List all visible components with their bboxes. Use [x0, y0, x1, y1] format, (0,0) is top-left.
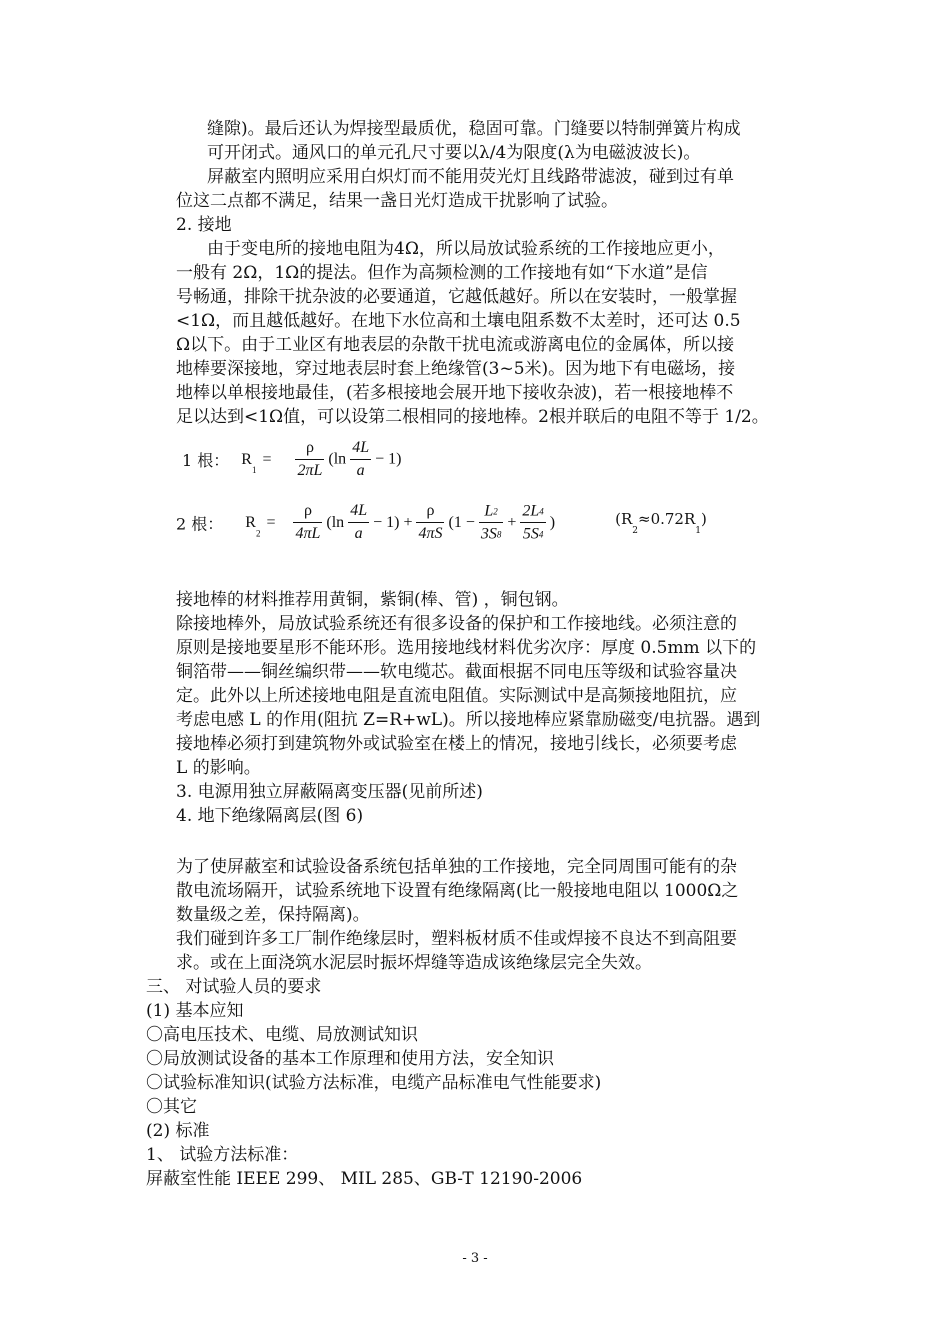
formula-label: 2 根： — [176, 514, 224, 534]
text-line: 定。此外以上所述接地电阻是直流电阻值。实际测试中是高频接地阻抗，应 — [176, 686, 737, 706]
paren-open: (1 − — [448, 513, 475, 531]
text-line: 接地棒的材料推荐用黄铜，紫铜(棒、管) ，铜包钢。 — [176, 590, 569, 610]
formula-lhs: R — [245, 513, 256, 531]
fraction-denominator: 2πL — [297, 462, 323, 479]
list-item: 〇局放测试设备的基本工作原理和使用方法，安全知识 — [146, 1049, 554, 1069]
fraction — [416, 500, 444, 545]
text-line: 除接地棒外，局放试验系统还有很多设备的保护和工作接地线。必须注意的 — [176, 614, 737, 634]
text-line: 求。或在上面浇筑水泥层时振坏焊缝等造成该绝缘层完全失效。 — [176, 953, 652, 973]
fraction-numerator: ρ — [416, 500, 444, 523]
plus-sign: + — [507, 513, 517, 531]
fraction-denominator: 4πS — [418, 525, 443, 543]
fraction — [350, 437, 371, 482]
text-line: 接地棒必须打到建筑物外或试验室在楼上的情况，接地引线长，必须要考虑 — [176, 734, 737, 754]
fraction-denominator: 3S8 — [480, 525, 502, 543]
ln-open: (ln — [326, 513, 345, 531]
subsection-heading: (2) 标准 — [146, 1121, 210, 1141]
formula-eq: = — [266, 513, 276, 531]
text-line: 地棒以单根接地最佳，(若多根接地会展开地下接收杂波)，若一根接地棒不 — [176, 383, 734, 403]
text-line: Ω以下。由于工业区有地表层的杂散干扰电流或游离电位的金属体，所以接 — [176, 335, 735, 355]
list-item: 〇其它 — [146, 1097, 197, 1117]
fraction-numerator: L2 — [479, 500, 504, 523]
text-line: 可开闭式。通风口的单元孔尺寸要以λ/4为限度(λ为电磁波波长)。 — [207, 143, 701, 163]
formula-mid: − 1) + — [373, 513, 413, 531]
fraction-numerator: 4L — [348, 500, 369, 523]
text-line: L 的影响。 — [176, 758, 261, 778]
formula-two-rods — [176, 500, 707, 546]
formula-tail: − 1) — [375, 450, 402, 468]
section-heading: 2. 接地 — [176, 215, 232, 235]
approx-relation: $(R_2\approx 0.72R_1)$ — [615, 510, 707, 537]
text-line: 为了使屏蔽室和试验设备系统包括单独的工作接地，完全同周围可能有的杂 — [176, 857, 737, 877]
text-line: <1Ω，而且越低越好。在地下水位高和土壤电阻系数不太差时，还可达 0.5 — [176, 311, 741, 331]
list-item: 〇试验标准知识(试验方法标准，电缆产品标准电气性能要求) — [146, 1073, 602, 1093]
text-line: 位这二点都不满足，结果一盏日光灯造成干扰影响了试验。 — [176, 191, 618, 211]
text-line: 考虑电感 L 的作用(阻抗 Z=R+wL)。所以接地棒应紧靠励磁变/电抗器。遇到 — [176, 710, 761, 730]
fraction-denominator: a — [356, 462, 365, 479]
fraction-numerator: ρ — [293, 500, 322, 523]
ln-open: (ln — [328, 450, 347, 468]
section-heading: 3. 电源用独立屏蔽隔离变压器(见前所述) — [176, 782, 483, 802]
text-line: 散电流场隔开，试验系统地下设置有绝缘隔离(比一般接地电阻以 1000Ω之 — [176, 881, 739, 901]
page-number: - 3 - — [462, 1251, 488, 1266]
fraction-denominator: a — [354, 525, 363, 543]
text-line: 缝隙)。最后还认为焊接型最质优，稳固可靠。门缝要以特制弹簧片构成 — [207, 119, 741, 139]
list-item: 〇高电压技术、电缆、局放测试知识 — [146, 1025, 418, 1045]
formula-lhs-sub: 1 — [251, 465, 257, 476]
text-line: 铜箔带——铜丝编织带——软电缆芯。截面根据不同电压等级和试验容量决 — [176, 662, 737, 682]
text-line: 号畅通，排除干扰杂波的必要通道，它越低越好。所以在安装时，一般掌握 — [176, 287, 737, 307]
fraction-denominator: 4πL — [295, 525, 321, 543]
fraction — [295, 437, 324, 482]
formula-label: 1 根： — [182, 451, 230, 470]
paren-close: ) — [549, 513, 556, 531]
text-line: 我们碰到许多工厂制作绝缘层时，塑料板材质不佳或焊接不良达不到高阻要 — [176, 929, 737, 949]
section-heading: 4. 地下绝缘隔离层(图 6) — [176, 806, 364, 826]
fraction — [520, 500, 545, 546]
formula-one-rod — [182, 437, 401, 482]
fraction-numerator: ρ — [295, 437, 324, 460]
fraction-denominator: 5S4 — [522, 525, 544, 543]
fraction — [293, 500, 322, 545]
text-line: 数量级之差，保持隔离)。 — [176, 905, 370, 925]
formula-lhs: R — [241, 450, 252, 468]
formula-lhs-sub: 2 — [255, 528, 261, 539]
text-line: 地棒要深接地，穿过地表层时套上绝缘管(3~5米)。因为地下有电磁场，接 — [176, 359, 736, 379]
text-line: 一般有 2Ω，1Ω的提法。但作为高频检测的工作接地有如“下水道”是信 — [176, 263, 708, 283]
text-line: 1、 试验方法标准： — [146, 1145, 299, 1165]
fraction — [348, 500, 369, 545]
formula-eq: = — [262, 450, 272, 468]
text-line: 屏蔽室内照明应采用白炽灯而不能用荧光灯且线路带滤波，碰到过有单 — [207, 167, 734, 187]
fraction-numerator: 2L4 — [520, 500, 545, 523]
section-heading: 三、 对试验人员的要求 — [146, 977, 322, 997]
fraction — [479, 500, 504, 546]
text-line: 由于变电所的接地电阻为4Ω，所以局放试验系统的工作接地应更小， — [207, 239, 725, 259]
fraction-numerator: 4L — [350, 437, 371, 460]
text-line: 足以达到<1Ω值，可以设第二根相同的接地棒。2根并联后的电阻不等于 1/2。 — [176, 407, 769, 427]
text-line: 屏蔽室性能 IEEE 299、 MIL 285、GB-T 12190-2006 — [146, 1169, 583, 1189]
subsection-heading: (1) 基本应知 — [146, 1001, 244, 1021]
text-line: 原则是接地要星形不能环形。选用接地线材料优劣次序：厚度 0.5mm 以下的 — [176, 638, 757, 658]
